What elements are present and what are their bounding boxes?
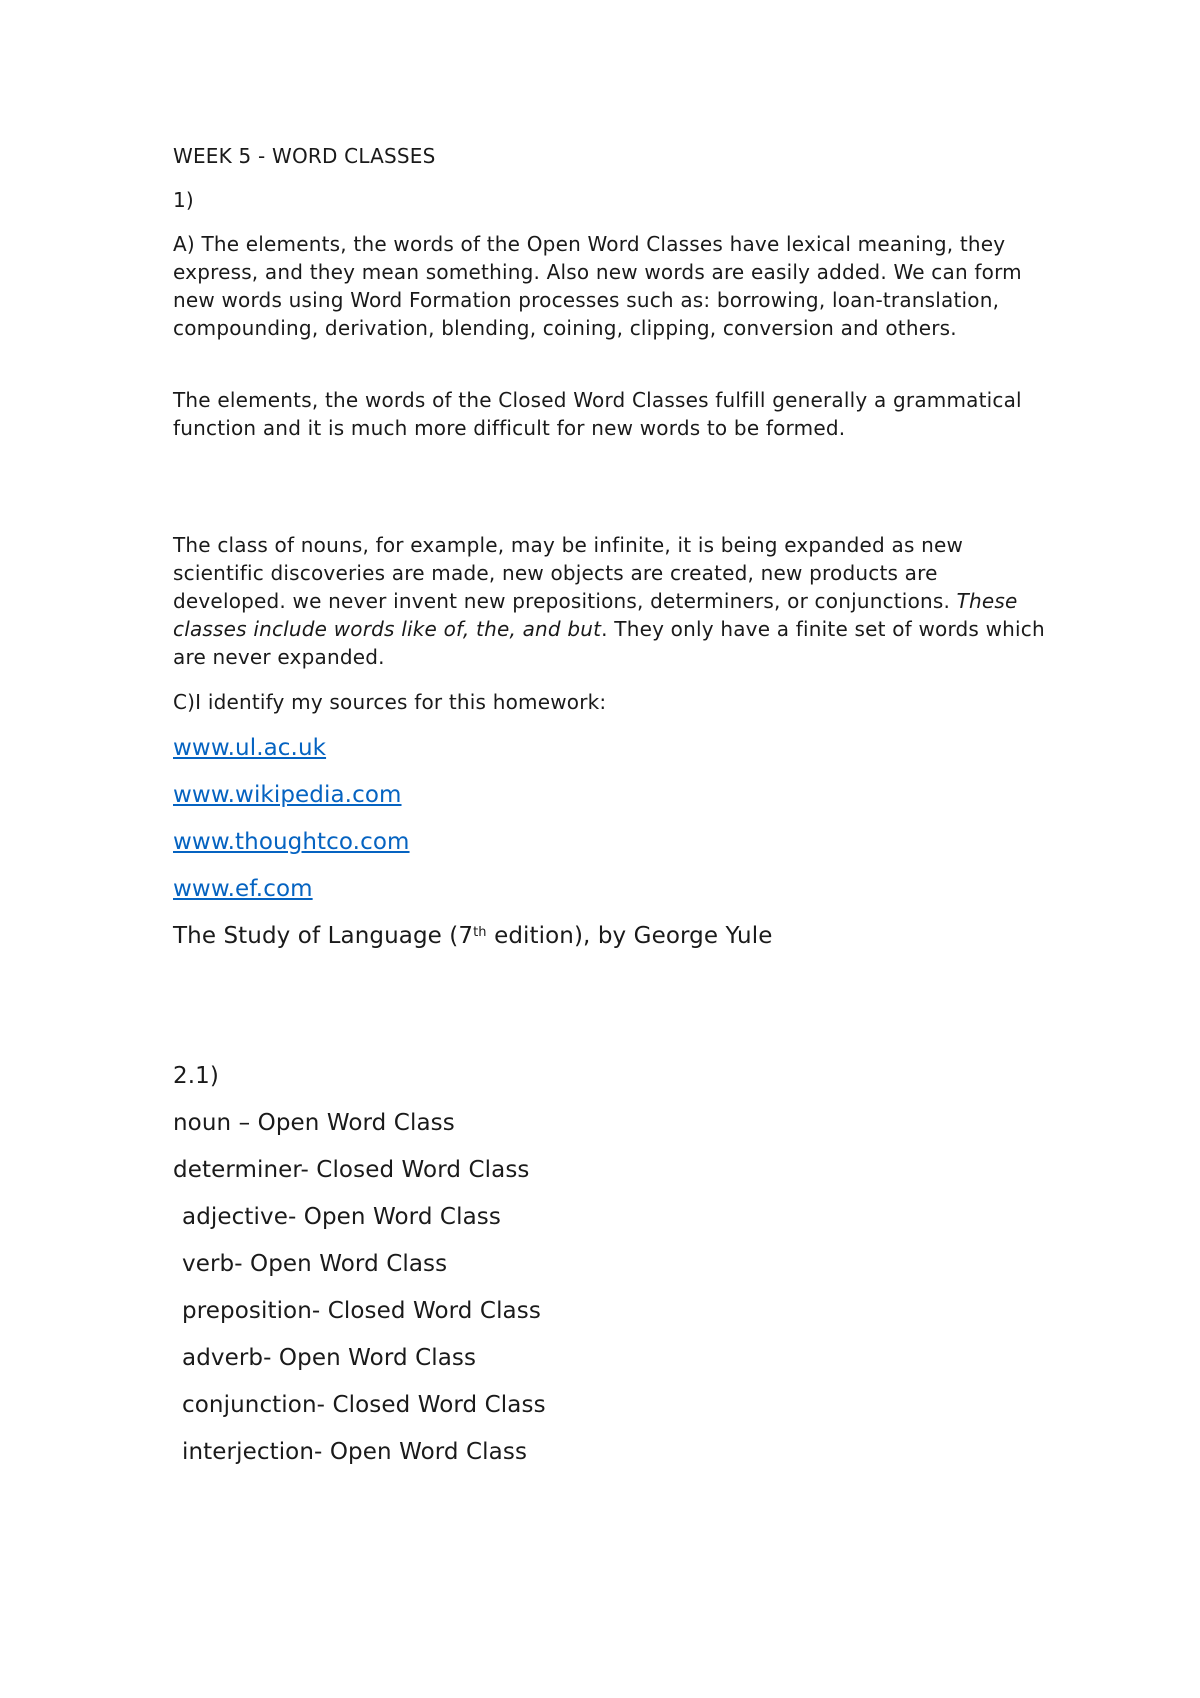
book-reference-part2: edition), by George Yule bbox=[486, 923, 773, 949]
word-class-item-interjection: interjection- Open Word Class bbox=[182, 1439, 528, 1465]
source-link-thoughtco[interactable]: www.thoughtco.com bbox=[173, 829, 410, 855]
source-link-ef[interactable]: www.ef.com bbox=[173, 876, 313, 902]
question-2-number: 2.1) bbox=[173, 1063, 219, 1089]
book-reference-part1: The Study of Language (7 bbox=[173, 923, 474, 949]
source-link-wikipedia[interactable]: www.wikipedia.com bbox=[173, 782, 402, 808]
source-link-item bbox=[173, 874, 313, 904]
source-link-item bbox=[173, 827, 410, 857]
nouns-text-part1: The class of nouns, for example, may be infinite, it is being expanded as new scientific discoveries are made, new objects are created, new products are developed. we never invent new prepositions, determiners, or conjunctions. bbox=[173, 533, 964, 613]
word-class-item-verb: verb- Open Word Class bbox=[182, 1251, 448, 1277]
source-link-item bbox=[173, 780, 402, 810]
word-class-item-preposition: preposition- Closed Word Class bbox=[182, 1298, 541, 1324]
nouns-text-part2: . They only have a finite set of words which are never expanded. bbox=[173, 617, 1045, 669]
document-title: WEEK 5 - WORD CLASSES bbox=[173, 144, 436, 168]
word-class-item-adjective: adjective- Open Word Class bbox=[182, 1204, 501, 1230]
word-class-item-conjunction: conjunction- Closed Word Class bbox=[182, 1392, 546, 1418]
paragraph-nouns-example bbox=[173, 531, 1053, 671]
source-link-ul[interactable]: www.ul.ac.uk bbox=[173, 735, 327, 761]
book-reference bbox=[173, 921, 772, 951]
nouns-text-italic: These classes include words like of, the, and but bbox=[173, 589, 1018, 641]
book-reference-superscript: th bbox=[473, 925, 487, 940]
word-class-item-determiner: determiner- Closed Word Class bbox=[173, 1157, 530, 1183]
question-1-number: 1) bbox=[173, 188, 194, 212]
word-class-item-adverb: adverb- Open Word Class bbox=[182, 1345, 477, 1371]
source-link-item bbox=[173, 733, 326, 763]
sources-intro: C)I identify my sources for this homework: bbox=[173, 690, 607, 714]
paragraph-closed-word-classes: The elements, the words of the Closed Word Classes fulfill generally a grammatical function and it is much more difficult for new words to be formed. bbox=[173, 388, 1022, 440]
word-class-item-noun: noun – Open Word Class bbox=[173, 1110, 455, 1136]
paragraph-open-word-classes: A) The elements, the words of the Open Word Classes have lexical meaning, they express, and they mean something. Also new words are easily added. We can form new words using Word Formation processes such as: borrowing, loan-translation, compounding, derivation, blending, coining, clipping, conversion and others. bbox=[173, 232, 1022, 340]
